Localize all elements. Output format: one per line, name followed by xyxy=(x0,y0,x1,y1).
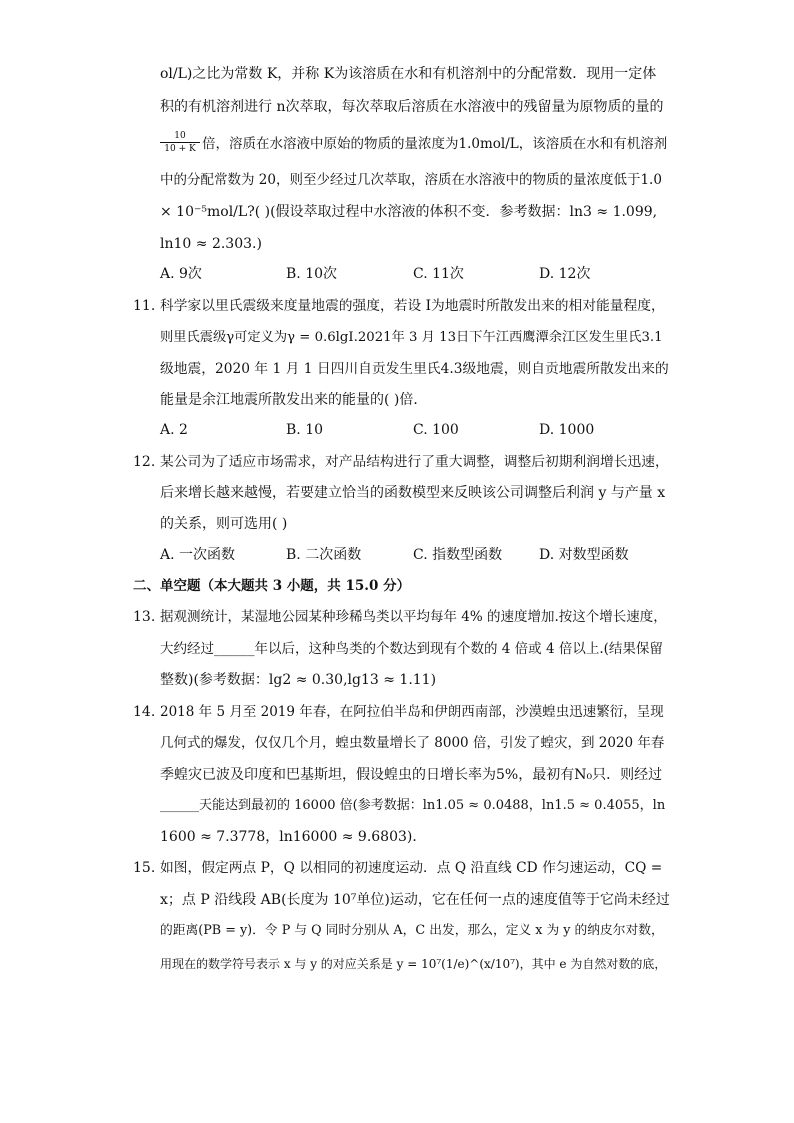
q15-line-3: 的距离(PB = y)．令 P 与 Q 同时分别从 A，C 出发，那么，定义 x 为 y 的纳皮尔对数， xyxy=(160,923,664,938)
q11-option-a[interactable]: A. 2 xyxy=(160,422,188,438)
q11-line-1: 科学家以里氏震级来度量地震的强度，若设 I为地震时所散发出来的相对能量程度， xyxy=(160,298,665,314)
q11-line-4: 能量是余江地震所散发出来的能量的( )倍． xyxy=(160,392,428,408)
q12-number: 12. xyxy=(133,454,156,470)
q10-line-4: 中的分配常数为 20，则至少经过几次萃取，溶质在水溶液中的物质的量浓度低于1.0 xyxy=(160,172,662,188)
q10-option-d[interactable]: D. 12次 xyxy=(539,266,591,282)
q11-number: 11. xyxy=(133,298,156,314)
q12-line-1: 某公司为了适应市场需求，对产品结构进行了重大调整，调整后初期利润增长迅速， xyxy=(160,454,669,470)
q10-line-2: 积的有机溶剂进行 n次萃取，每次萃取后溶质在水溶液中的残留量为原物质的量的 xyxy=(160,99,664,115)
q10-line-6: ln10 ≈ 2.303.) xyxy=(160,236,262,252)
q14-line-1: 2018 年 5 月至 2019 年春，在阿拉伯半岛和伊朗西南部，沙漠蝗虫迅速繁衍，呈现 xyxy=(160,704,664,720)
q14-line-5: 1600 ≈ 7.3778，ln16000 ≈ 9.6803)． xyxy=(160,829,427,845)
q11-line-3: 级地震，2020 年 1 月 1 日四川自贡发生里氏4.3级地震，则自贡地震所散发出来的 xyxy=(160,361,669,377)
q13-line-3: 整数)(参考数据：lg2 ≈ 0.30,lg13 ≈ 1.11) xyxy=(160,672,437,688)
q14-line-4: ______天能达到最初的 16000 倍(参考数据：ln1.05 ≈ 0.0488，ln1.5 ≈ 0.4055，ln xyxy=(160,798,666,813)
q12-line-3: 的关系，则可选用( ) xyxy=(160,516,288,532)
q14-number: 14. xyxy=(133,704,156,720)
q15-number: 15. xyxy=(133,860,156,876)
q11-option-b[interactable]: B. 10 xyxy=(286,422,324,438)
q15-line-1: 如图，假定两点 P，Q 以相同的初速度运动．点 Q 沿直线 CD 作匀速运动，CQ = xyxy=(160,860,663,876)
q10-fraction-denominator: 10 + K xyxy=(164,144,196,154)
q12-option-a[interactable]: A. 一次函数 xyxy=(160,547,236,563)
section-heading: 二、单空题（本大题共 3 小题，共 15.0 分） xyxy=(133,578,411,594)
q14-line-2: 几何式的爆发，仅仅几个月，蝗虫数量增长了 8000 倍，引发了蝗灾，到 2020 年春 xyxy=(160,735,665,751)
q12-line-2: 后来增长越来越慢，若要建立恰当的函数模型来反映该公司调整后利润 y 与产量 x xyxy=(160,485,666,501)
q11-option-d[interactable]: D. 1000 xyxy=(539,422,595,438)
q13-line-1: 据观测统计，某湿地公园某种珍稀鸟类以平均每年 4% 的速度增加.按这个增长速度， xyxy=(160,609,667,625)
q12-option-c[interactable]: C. 指数型函数 xyxy=(413,547,503,563)
q10-line-5: × 10⁻⁵mol/L?( )(假设萃取过程中水溶液的体积不变．参考数据：ln3 ≈ 1.099, xyxy=(160,204,658,220)
q11-line-2: 则里氏震级γ可定义为γ = 0.6lgI.2021年 3 月 13日下午江西鹰潭余江区发生里氏3.1 xyxy=(160,330,663,345)
q10-line-3: 倍，溶质在水溶液中原始的物质的量浓度为1.0mol/L，该溶质在水和有机溶剂 xyxy=(202,136,668,152)
q12-option-b[interactable]: B. 二次函数 xyxy=(286,547,362,563)
q13-number: 13. xyxy=(133,609,156,625)
q14-line-3: 季蝗灾已波及印度和巴基斯坦，假设蝗虫的日增长率为5%，最初有N₀只．则经过 xyxy=(160,767,663,783)
q15-line-4: 用现在的数学符号表示 x 与 y 的对应关系是 y = 10⁷(1/e)^(x/10⁷)，其中 e 为自然对数的底， xyxy=(160,957,667,971)
q10-line-1: ol/L)之比为常数 K，并称 K为该溶质在水和有机溶剂中的分配常数．现用一定体 xyxy=(160,66,657,82)
q12-option-d[interactable]: D. 对数型函数 xyxy=(539,547,629,563)
q10-option-c[interactable]: C. 11次 xyxy=(413,266,464,282)
q10-option-b[interactable]: B. 10次 xyxy=(286,266,338,282)
q10-fraction-numerator: 10 xyxy=(160,131,200,143)
q13-line-2: 大约经过______年以后，这种鸟类的个数达到现有个数的 4 倍或 4 倍以上.(结果保留 xyxy=(160,641,663,657)
q10-fraction xyxy=(160,131,200,154)
q10-option-a[interactable]: A. 9次 xyxy=(160,266,202,282)
q15-line-2: x；点 P 沿线段 AB(长度为 10⁷单位)运动，它在任何一点的速度值等于它尚未经过 xyxy=(160,892,670,908)
q11-option-c[interactable]: C. 100 xyxy=(413,422,459,438)
